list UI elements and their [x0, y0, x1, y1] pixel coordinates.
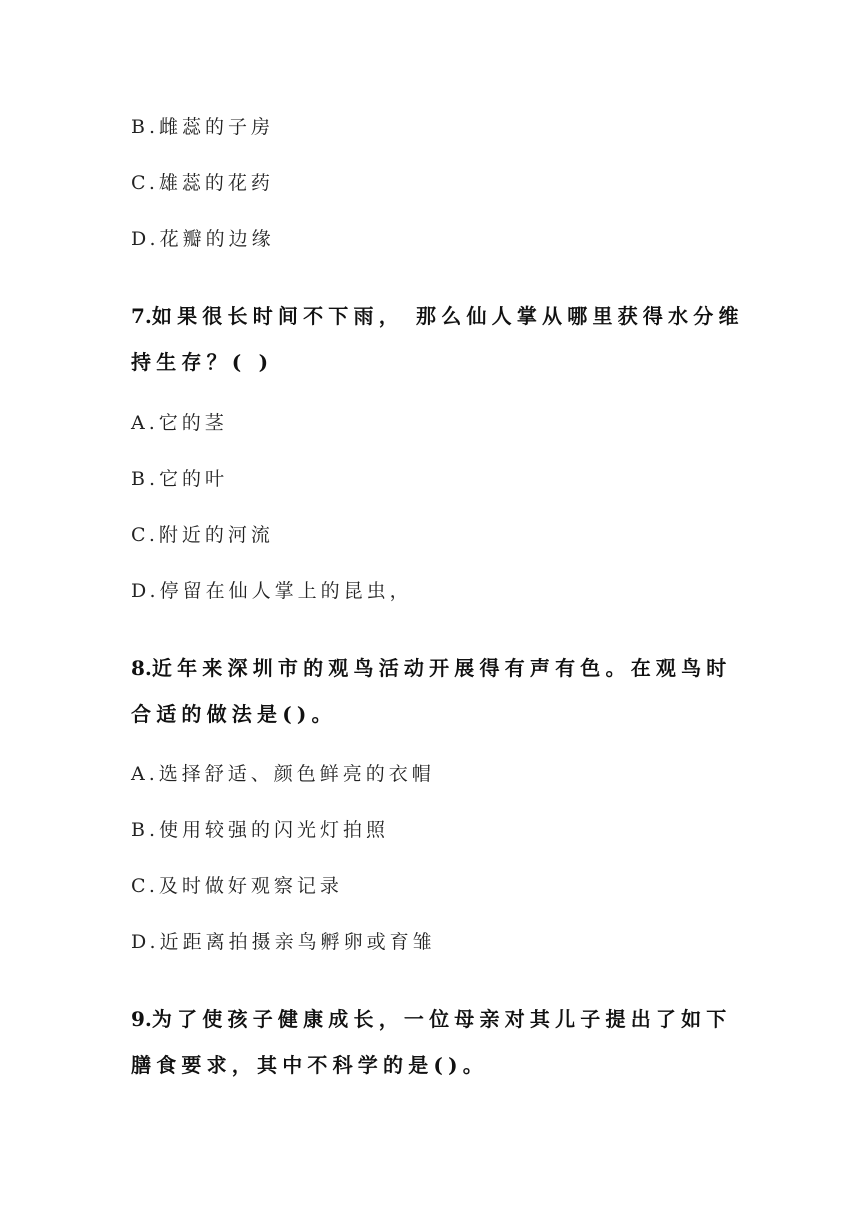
- question-8-option-c: C.及时做好观察记录: [131, 875, 343, 897]
- question-8-option-d: D.近距离拍摄亲鸟孵卵或育雏: [131, 931, 436, 953]
- option-d-prev: D.花瓣的边缘: [131, 228, 275, 250]
- question-8-option-a: A.选择舒适、颜色鲜亮的衣帽: [131, 763, 435, 785]
- question-7-line-2: 持生存？( ): [131, 350, 274, 374]
- question-7-option-c: C.附近的河流: [131, 524, 274, 546]
- question-7-line-1: [131, 304, 744, 328]
- question-8-line-1: [131, 656, 732, 680]
- question-7-option-d: D.停留在仙人掌上的昆虫，: [131, 580, 413, 602]
- question-7-option-b: B.它的叶: [131, 468, 229, 490]
- question-8-text-1: 近年来深圳市的观鸟活动开展得有声有色。在观鸟时: [151, 656, 732, 680]
- option-b-prev: B.雌蕊的子房: [131, 116, 275, 138]
- question-7-option-a: A.它的茎: [131, 412, 228, 434]
- option-c-prev: C.雄蕊的花药: [131, 172, 274, 194]
- question-9-line-1: [131, 1007, 732, 1031]
- question-7-text-1: 如果很长时间不下雨， 那么仙人掌从哪里获得水分维: [151, 304, 744, 328]
- question-8-line-2: 合适的做法是()。: [131, 702, 337, 726]
- question-8-number: 8.: [131, 656, 152, 680]
- question-9-number: 9.: [131, 1007, 152, 1031]
- question-9-line-2: 膳食要求，其中不科学的是()。: [131, 1053, 488, 1077]
- question-8-option-b: B.使用较强的闪光灯拍照: [131, 819, 390, 841]
- question-7-number: 7.: [131, 304, 152, 328]
- question-9-text-1: 为了使孩子健康成长，一位母亲对其儿子提出了如下: [151, 1007, 732, 1031]
